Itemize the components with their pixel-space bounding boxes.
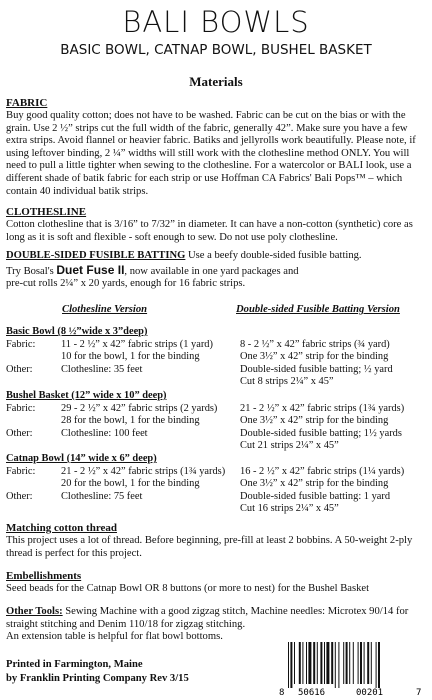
table-row xyxy=(6,415,426,428)
tools-line2: An extension table is helpful for flat bowl bottoms. xyxy=(6,631,223,643)
barcode-bar xyxy=(317,642,318,684)
clothesline-value: Clothesline: 35 feet xyxy=(61,363,143,375)
tools-section xyxy=(6,606,426,644)
batting-value: Cut 21 strips 2¼” x 45” xyxy=(240,440,339,452)
row-label: Fabric: xyxy=(6,465,36,477)
printer-line2: by Franklin Printing Company Rev 3/15 xyxy=(6,673,189,684)
table-row xyxy=(6,403,426,416)
barcode-bar xyxy=(343,642,344,684)
barcode-bar xyxy=(358,642,359,684)
barcode-bar xyxy=(302,642,303,684)
row-label: Fabric: xyxy=(6,402,36,414)
barcode-bars xyxy=(288,642,380,688)
table-row xyxy=(6,491,426,504)
printer-line1: Printed in Farmington, Maine xyxy=(6,659,143,670)
project-title: Catnap Bowl (14” wide x 6” deep) xyxy=(6,453,157,464)
barcode-bar xyxy=(308,642,311,684)
upc-barcode xyxy=(276,640,426,698)
batting-value: One 3½” x 42” strip for the binding xyxy=(240,478,389,490)
barcode-bar xyxy=(313,642,315,684)
barcode-bar xyxy=(306,642,307,684)
materials-heading: Materials xyxy=(189,74,243,89)
barcode-bar xyxy=(326,642,329,684)
barcode-bar xyxy=(290,642,292,688)
table-row xyxy=(6,376,426,389)
embellishments-heading: Embellishments xyxy=(6,570,82,582)
batting-line2-post: , now available in one yard packages and xyxy=(124,265,299,277)
clothesline-value: 10 for the bowl, 1 for the binding xyxy=(61,351,200,363)
barcode-bar xyxy=(378,642,380,688)
row-label: Other: xyxy=(6,363,33,375)
clothesline-value: 21 - 2 ½” x 42” fabric strips (1¾ yards) xyxy=(61,465,226,477)
table-row xyxy=(6,440,426,453)
batting-value: 16 - 2 ½” x 42” fabric strips (1¼ yards) xyxy=(240,465,405,477)
batting-value: One 3½” x 42” strip for the binding xyxy=(240,415,389,427)
thread-text: This project uses a lot of thread. Before beginning, pre-fill at least 2 bobbins. A 50-weight 2-ply thread is perfect for this project. xyxy=(6,535,413,559)
barcode-group-1: 50616 xyxy=(298,688,326,698)
barcode-bar xyxy=(349,642,350,684)
table-row xyxy=(6,339,426,352)
project-basic-bowl xyxy=(6,326,426,389)
table-row xyxy=(6,478,426,491)
batting-heading: DOUBLE-SIDED FUSIBLE BATTING xyxy=(6,250,186,261)
thread-section xyxy=(6,522,426,560)
thread-heading: Matching cotton thread xyxy=(6,522,118,534)
table-row xyxy=(6,466,426,479)
row-label: Other: xyxy=(6,427,33,439)
barcode-bar xyxy=(320,642,322,684)
barcode-left-digit: 8 xyxy=(279,688,285,698)
batting-value: 21 - 2 ½” x 42” fabric strips (1¾ yards) xyxy=(240,402,405,414)
batting-section xyxy=(6,250,426,291)
clothesline-text: Cotton clothesline that is 3/16” to 7/32” in diameter. It can have a non-cotton (synthetic) core as long as it is soft and flexible - soft enough to sew. Do not use poly clothesline. xyxy=(6,219,413,243)
project-bushel-basket xyxy=(6,390,426,453)
column-heading-clothesline: Clothesline Version xyxy=(62,304,148,315)
barcode-bar xyxy=(346,642,348,684)
table-row xyxy=(6,351,426,364)
page-title: BALI BOWLS xyxy=(122,5,310,39)
clothesline-value: 28 for the bowl, 1 for the binding xyxy=(61,415,200,427)
fabric-section xyxy=(6,97,426,198)
batting-value: Cut 8 strips 2¼” x 45” xyxy=(240,376,334,388)
batting-line3: pre-cut rolls 2¼” x 20 yards, enough for 16 fabric strips. xyxy=(6,278,246,290)
batting-value: One 3½” x 42” strip for the binding xyxy=(240,351,389,363)
barcode-bar xyxy=(376,642,377,688)
batting-line2-pre: Try Bosal's xyxy=(6,265,57,277)
barcode-right-digit: 7 xyxy=(416,688,422,698)
tools-text: Sewing Machine with a good zigzag stitch, Machine needles: Microtex 90/14 for straight stitching and Denim 110/18 for zigzag stitching. xyxy=(6,606,409,630)
row-label: Other: xyxy=(6,490,33,502)
clothesline-value: 20 for the bowl, 1 for the binding xyxy=(61,478,200,490)
clothesline-value: Clothesline: 100 feet xyxy=(61,427,148,439)
page-subtitle: BASIC BOWL, CATNAP BOWL, BUSHEL BASKET xyxy=(60,42,372,58)
project-title: Bushel Basket (12” wide x 10” deep) xyxy=(6,390,167,401)
fabric-text: Buy good quality cotton; does not have to be washed. Fabric can be cut on the bias or with the grain. Use 2 ½” strips cut the full width of the fabric, generally 42”. Make sure you have a few extra strips. Avoid flannel or heavier fabric. Batiks and jellyrolls work beautifully. Please note, if using leftover binding, 2 ¼” widths will still work with the clothesline method ONLY. You will need to pull a little tighter when sewing to the clothesline. For a watercolor or BALI look, use a different shade of batik fabric for each strip or use Hoffman CA Fabrics' Bali Pops™ – which contain 40 individual batik strips. xyxy=(6,110,416,197)
barcode-bar xyxy=(353,642,354,684)
printer-credit xyxy=(6,658,189,686)
barcode-bar xyxy=(360,642,362,684)
clothesline-value: Clothesline: 75 feet xyxy=(61,490,143,502)
batting-value: Double-sided fusible batting; ½ yard xyxy=(240,363,393,375)
batting-value: Cut 16 strips 2¼” x 45” xyxy=(240,503,339,515)
batting-heading-rest: Use a beefy double-sided fusible batting. xyxy=(185,250,362,261)
barcode-bar xyxy=(299,642,301,684)
tools-heading: Other Tools: xyxy=(6,606,63,617)
barcode-bar xyxy=(294,642,295,684)
barcode-bar xyxy=(364,642,365,684)
table-row xyxy=(6,503,426,516)
barcode-group-2: 00201 xyxy=(356,688,384,698)
table-row xyxy=(6,364,426,377)
barcode-bar xyxy=(331,642,333,684)
clothesline-section xyxy=(6,206,426,244)
barcode-bar xyxy=(367,642,369,684)
clothesline-value: 11 - 2 ½” x 42” fabric strips (1 yard) xyxy=(61,338,213,350)
batting-value: Double-sided fusible batting: 1 yard xyxy=(240,490,391,502)
barcode-bar xyxy=(288,642,289,688)
barcode-bar xyxy=(338,642,339,688)
batting-value: 8 - 2 ½” x 42” fabric strips (¾ yard) xyxy=(240,338,390,350)
fabric-heading: FABRIC xyxy=(6,97,48,109)
column-heading-batting: Double-sided Fusible Batting Version xyxy=(236,304,400,315)
embellishments-text: Seed beads for the Catnap Bowl OR 8 buttons (or more to nest) for the Bushel Basket xyxy=(6,583,370,594)
table-row xyxy=(6,428,426,441)
project-catnap-bowl xyxy=(6,453,426,516)
clothesline-heading: CLOTHESLINE xyxy=(6,206,87,218)
row-label: Fabric: xyxy=(6,338,36,350)
clothesline-value: 29 - 2 ½” x 42” fabric strips (2 yards) xyxy=(61,402,218,414)
project-title: Basic Bowl (8 ½”wide x 3”deep) xyxy=(6,326,148,337)
barcode-bar xyxy=(371,642,372,684)
embellishments-section xyxy=(6,570,426,596)
batting-value: Double-sided fusible batting; 1½ yards xyxy=(240,427,402,439)
barcode-bar xyxy=(335,642,336,688)
barcode-bar xyxy=(324,642,325,684)
batting-product-name: Duet Fuse II xyxy=(56,262,125,277)
